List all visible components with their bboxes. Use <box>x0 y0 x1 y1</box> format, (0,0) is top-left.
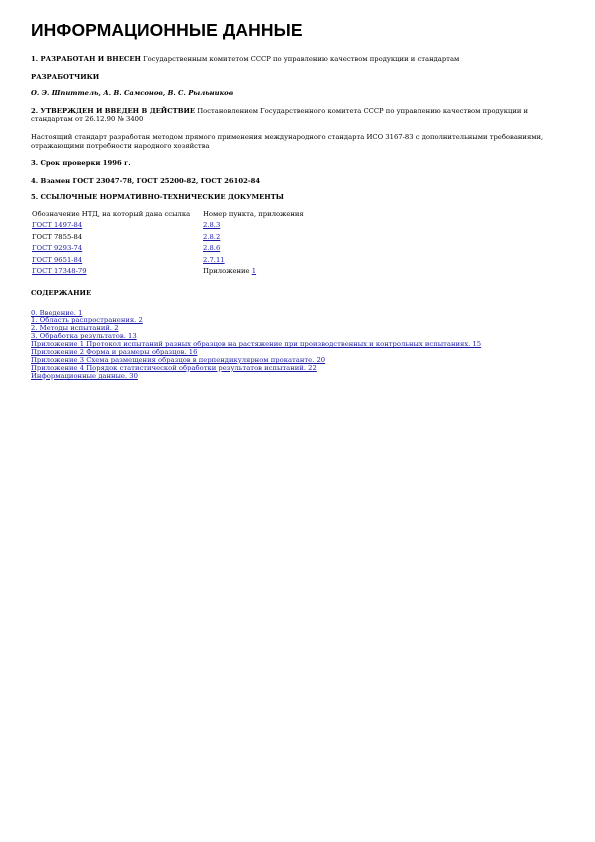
ref-link[interactable]: 1 <box>251 267 257 276</box>
reference-table <box>32 208 304 277</box>
toc-link[interactable]: 2. Методы испытаний. 2 <box>31 324 119 333</box>
toc-link[interactable]: 3. Обработка результатов. 13 <box>31 332 137 341</box>
doc-link[interactable]: ГОСТ 9293-74 <box>32 244 83 253</box>
item-approved <box>31 107 571 124</box>
item-developed-by-text: Государственным комитетом СССР по управлению качеством продукции и стандартам <box>143 55 460 63</box>
authors-list: О. Э. Шпиттель, А. В. Самсонов, В. С. Рыльников <box>31 89 234 98</box>
header-doc: Обозначение НТД, на который дана ссылка <box>32 209 191 218</box>
ref-prefix: Приложение <box>203 267 252 276</box>
item-approved-text: Постановлением Государственного комитета СССР по управлению качеством продукции и стандартам от 26.12.90 № 3400 <box>31 106 529 124</box>
table-row <box>32 242 304 254</box>
toc-link[interactable]: Информационные данные. 30 <box>31 371 138 380</box>
toc-link[interactable]: 1. Область распространения. 2 <box>31 316 143 325</box>
reference-table-header <box>32 208 304 220</box>
toc-link[interactable]: 0. Введение. 1 <box>31 308 83 317</box>
item-developed-by-label: 1. РАЗРАБОТАН И ВНЕСЕН <box>31 55 141 63</box>
standard-note: Настоящий стандарт разработан методом прямого применения международного стандарта ИСО 3167-83 с дополнительными требованиями, отражающими потребности народного хозяйства <box>31 132 544 150</box>
toc-link[interactable]: Приложение 4 Порядок статистической обработки результатов испытаний. 22 <box>31 363 317 372</box>
doc-link[interactable]: ГОСТ 9651-84 <box>32 255 83 264</box>
table-row <box>32 219 304 231</box>
document-page <box>31 20 571 381</box>
table-row <box>32 265 304 277</box>
toc-title: СОДЕРЖАНИЕ <box>31 288 92 297</box>
item-approved-label: 2. УТВЕРЖДЕН И ВВЕДЕН В ДЕЙСТВИЕ <box>31 106 196 115</box>
developers-heading: РАЗРАБОТЧИКИ <box>31 72 100 81</box>
doc-link[interactable]: ГОСТ 1497-84 <box>32 221 83 230</box>
table-row <box>32 231 304 243</box>
toc-link[interactable]: Приложение 3 Схема размещения образцов в перпендикулярном прокатанте. 20 <box>31 355 326 364</box>
ref-link[interactable]: 2.7.11 <box>203 255 225 264</box>
toc-link[interactable]: Приложение 1 Протокол испытаний разных образцов на растяжение при производственных и контрольных испытаниях. 15 <box>31 340 482 349</box>
page-title: ИНФОРМАЦИОННЫЕ ДАННЫЕ <box>31 20 303 40</box>
item-replaces: 4. Взамен ГОСТ 23047-78, ГОСТ 25200-82, ГОСТ 26102-84 <box>31 176 261 185</box>
doc-link[interactable]: ГОСТ 17348-79 <box>32 267 87 276</box>
item-review-period: 3. Срок проверки 1996 г. <box>31 159 131 168</box>
toc-link[interactable]: Приложение 2 Форма и размеры образцов. 16 <box>31 348 198 357</box>
header-ref: Номер пункта, приложения <box>203 209 304 218</box>
ref-link[interactable]: 2.8.2 <box>203 232 221 241</box>
item-reference-docs: 5. ССЫЛОЧНЫЕ НОРМАТИВНО-ТЕХНИЧЕСКИЕ ДОКУМЕНТЫ <box>31 193 284 202</box>
ref-link[interactable]: 2.8.6 <box>203 244 221 253</box>
doc-text: ГОСТ 7855-84 <box>32 232 83 241</box>
ref-link[interactable]: 2.8.3 <box>203 221 221 230</box>
item-developed-by <box>31 55 571 64</box>
table-row <box>32 254 304 266</box>
table-of-contents <box>31 310 571 381</box>
